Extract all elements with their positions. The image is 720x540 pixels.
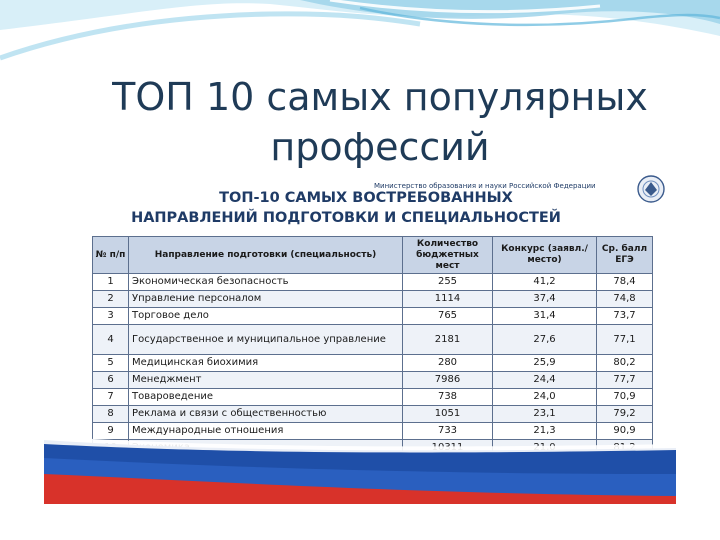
row-direction: Менеджмент xyxy=(129,372,403,389)
header-score: Ср. балл ЕГЭ xyxy=(597,237,653,274)
row-direction: Управление персоналом xyxy=(129,291,403,308)
row-direction: Реклама и связи с общественностью xyxy=(129,406,403,423)
table-picture xyxy=(44,172,676,504)
row-direction: Экономическая безопасность xyxy=(129,274,403,291)
row-score: 73,7 xyxy=(597,308,653,325)
row-contest: 24,0 xyxy=(493,389,597,406)
row-direction: Международные отношения xyxy=(129,423,403,440)
row-score: 78,4 xyxy=(597,274,653,291)
row-contest: 25,9 xyxy=(493,355,597,372)
row-contest: 21,3 xyxy=(493,423,597,440)
row-contest: 31,4 xyxy=(493,308,597,325)
header-contest: Конкурс (заявл./место) xyxy=(493,237,597,274)
row-score: 74,8 xyxy=(597,291,653,308)
table-row xyxy=(93,406,653,423)
table-header-row xyxy=(93,237,653,274)
table-row xyxy=(93,308,653,325)
row-direction: Товароведение xyxy=(129,389,403,406)
row-direction: Государственное и муниципальное управление xyxy=(129,325,403,355)
table-row xyxy=(93,274,653,291)
row-number: 7 xyxy=(93,389,129,406)
row-number: 1 xyxy=(93,274,129,291)
header-direction: Направление подготовки (специальность) xyxy=(129,237,403,274)
header-number: № п/п xyxy=(93,237,129,274)
table-row xyxy=(93,389,653,406)
row-number: 8 xyxy=(93,406,129,423)
row-direction: Торговое дело xyxy=(129,308,403,325)
table-row xyxy=(93,355,653,372)
row-score: 80,2 xyxy=(597,355,653,372)
row-contest: 37,4 xyxy=(493,291,597,308)
professions-table xyxy=(92,236,653,457)
slide-title xyxy=(110,72,650,172)
row-contest: 24,4 xyxy=(493,372,597,389)
row-score: 77,7 xyxy=(597,372,653,389)
row-contest: 27,6 xyxy=(493,325,597,355)
slide-title-line-1: ТОП 10 самых популярных xyxy=(112,75,648,119)
row-places: 738 xyxy=(403,389,493,406)
row-number: 6 xyxy=(93,372,129,389)
row-number: 2 xyxy=(93,291,129,308)
table-row xyxy=(93,325,653,355)
slide-title-line-2: профессий xyxy=(270,125,490,169)
flag-band-decoration xyxy=(44,430,676,504)
row-score: 70,9 xyxy=(597,389,653,406)
row-places: 765 xyxy=(403,308,493,325)
row-number: 3 xyxy=(93,308,129,325)
row-number: 4 xyxy=(93,325,129,355)
row-places: 280 xyxy=(403,355,493,372)
header-places: Количество бюджетных мест xyxy=(403,237,493,274)
row-score: 79,2 xyxy=(597,406,653,423)
row-number: 9 xyxy=(93,423,129,440)
row-places: 7986 xyxy=(403,372,493,389)
row-score: 90,9 xyxy=(597,423,653,440)
row-direction: Медицинская биохимия xyxy=(129,355,403,372)
row-contest: 41,2 xyxy=(493,274,597,291)
row-places: 255 xyxy=(403,274,493,291)
row-places: 1114 xyxy=(403,291,493,308)
row-places: 733 xyxy=(403,423,493,440)
row-score: 77,1 xyxy=(597,325,653,355)
row-contest: 23,1 xyxy=(493,406,597,423)
row-number: 5 xyxy=(93,355,129,372)
ministry-emblem-icon xyxy=(636,174,666,204)
table-row xyxy=(93,372,653,389)
table-heading-line-1: ТОП-10 САМЫХ ВОСТРЕБОВАННЫХ xyxy=(219,190,513,206)
table-heading xyxy=(96,188,636,228)
top-wave-decoration xyxy=(0,0,720,80)
row-places: 2181 xyxy=(403,325,493,355)
table-row xyxy=(93,291,653,308)
row-places: 1051 xyxy=(403,406,493,423)
ministry-caption: Министерство образования и науки Российской Федерации xyxy=(374,182,596,190)
table-heading-line-2: НАПРАВЛЕНИЙ ПОДГОТОВКИ И СПЕЦИАЛЬНОСТЕЙ xyxy=(131,210,561,226)
